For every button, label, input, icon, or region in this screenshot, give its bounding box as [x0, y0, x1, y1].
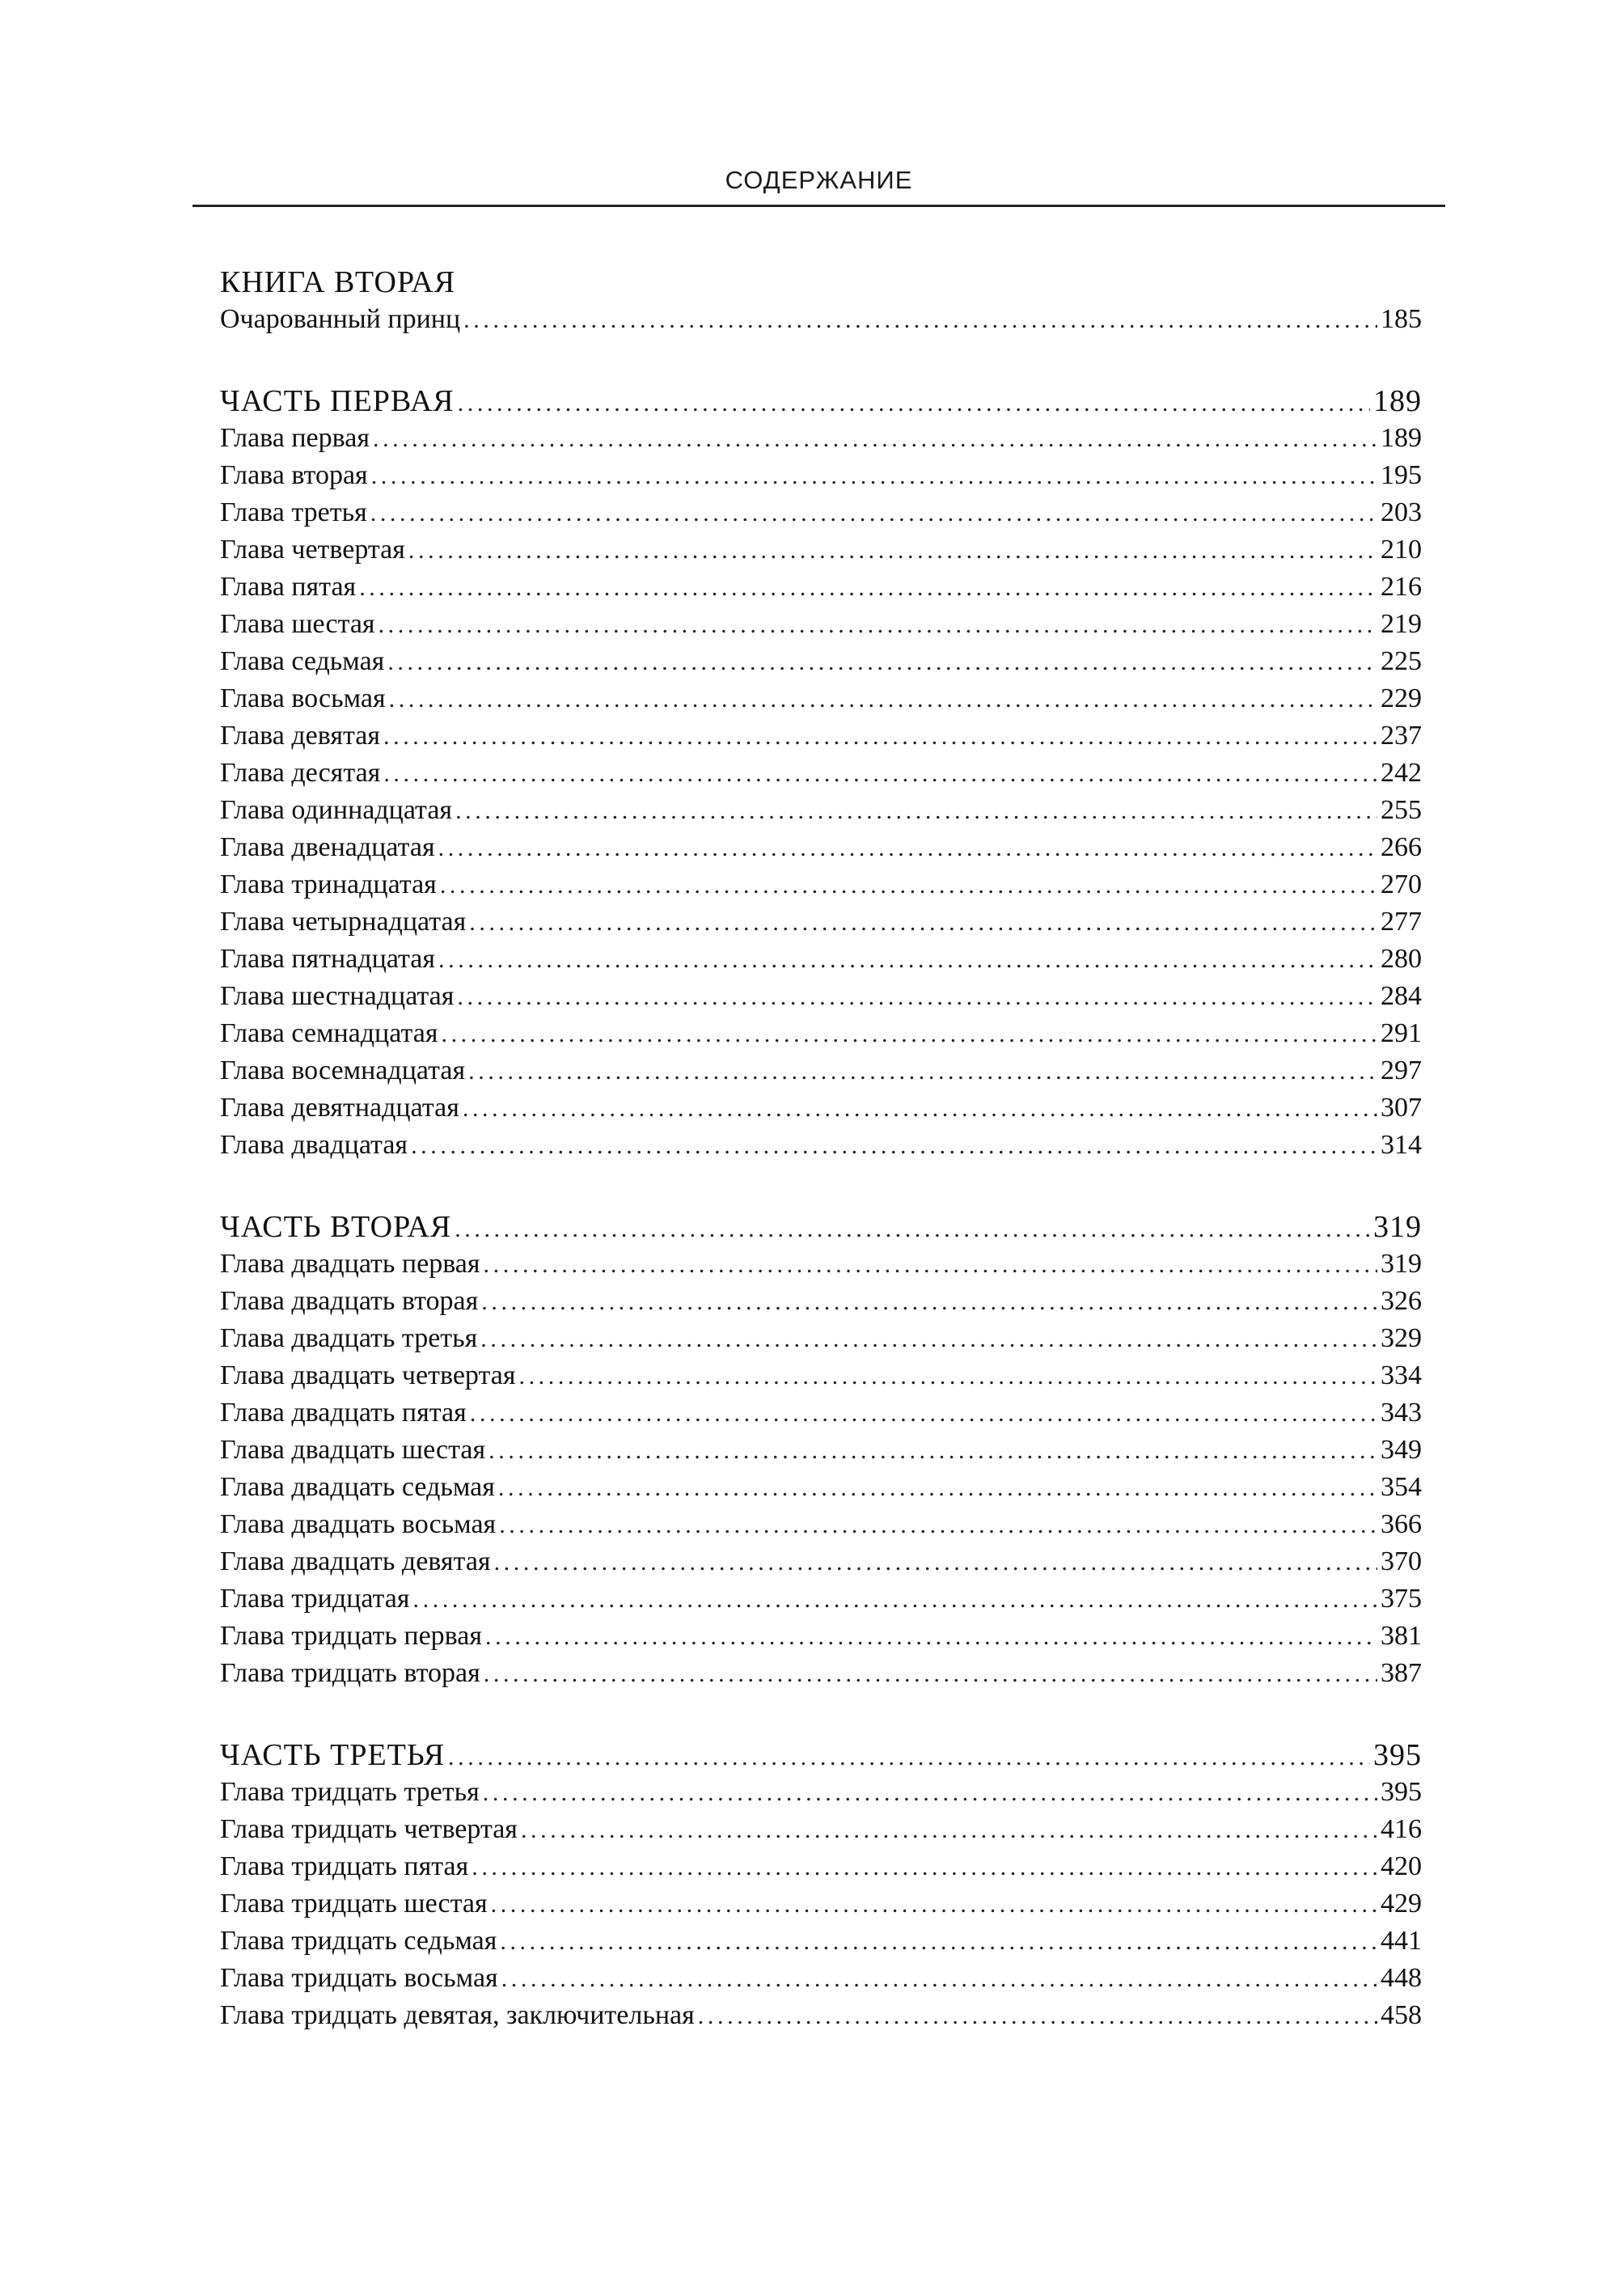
chapter-entry[interactable]: [220, 1923, 1422, 1960]
dot-leader: [408, 532, 1377, 569]
chapter-entry-title: Глава семнадцатая: [220, 1018, 438, 1048]
chapter-entry[interactable]: [220, 1848, 1422, 1885]
chapter-entry-title: Глава первая: [220, 423, 370, 453]
chapter-entry[interactable]: [220, 531, 1422, 569]
chapter-entry[interactable]: [220, 903, 1422, 941]
dot-leader: [448, 1739, 1370, 1774]
chapter-entry-page: 297: [1381, 1056, 1422, 1085]
chapter-entry-page: 343: [1381, 1398, 1422, 1428]
chapter-entry[interactable]: [220, 1127, 1422, 1164]
chapter-entry[interactable]: [220, 1811, 1422, 1848]
chapter-entry[interactable]: [220, 1469, 1422, 1506]
chapter-entry-title: Глава тридцать шестая: [220, 1889, 488, 1919]
chapter-entry-title: Глава шестнадцатая: [220, 981, 455, 1011]
chapter-entry-page: 458: [1381, 2000, 1422, 2030]
chapter-entry[interactable]: [220, 420, 1422, 457]
chapter-entry-page: 225: [1381, 646, 1422, 676]
toc-entry-title: Очарованный принц: [220, 304, 461, 334]
chapter-entry[interactable]: [220, 1052, 1422, 1089]
dot-leader: [440, 867, 1377, 903]
chapter-entry-page: 210: [1381, 535, 1422, 565]
chapter-entry[interactable]: [220, 457, 1422, 494]
dot-leader: [383, 718, 1377, 755]
dot-leader: [455, 1211, 1370, 1246]
dot-leader: [480, 1321, 1377, 1357]
chapter-entry[interactable]: [220, 1655, 1422, 1692]
chapter-entry-title: Глава тридцать девятая, заключительная: [220, 2000, 695, 2030]
dot-leader: [387, 644, 1377, 680]
chapter-entry[interactable]: [220, 1283, 1422, 1320]
chapter-entry-page: 216: [1381, 572, 1422, 602]
chapter-entry-page: 370: [1381, 1546, 1422, 1576]
chapter-entry[interactable]: [220, 866, 1422, 903]
chapter-entry-page: 326: [1381, 1286, 1422, 1316]
chapter-entry[interactable]: [220, 1320, 1422, 1357]
dot-leader: [463, 302, 1377, 338]
chapter-entry[interactable]: [220, 1774, 1422, 1811]
part-heading-title: ЧАСТЬ ВТОРАЯ: [220, 1210, 452, 1244]
part-heading[interactable]: [220, 383, 1422, 420]
dot-leader: [438, 830, 1377, 866]
chapter-entry-page: 319: [1381, 1249, 1422, 1279]
chapter-entry-page: 277: [1381, 907, 1422, 937]
chapter-entry-title: Глава тридцать третья: [220, 1777, 480, 1807]
chapter-entry-title: Глава тридцать четвертая: [220, 1814, 518, 1844]
chapter-entry-page: 266: [1381, 832, 1422, 862]
chapter-entry-title: Глава третья: [220, 497, 367, 527]
chapter-entry-page: 229: [1381, 683, 1422, 713]
dot-leader: [359, 569, 1377, 606]
dot-leader: [441, 1016, 1377, 1052]
chapter-entry[interactable]: [220, 978, 1422, 1015]
dot-leader: [488, 1432, 1377, 1469]
chapter-entry-title: Глава двадцать восьмая: [220, 1509, 497, 1539]
chapter-entry-title: Глава двадцать первая: [220, 1249, 480, 1279]
dot-leader: [468, 1053, 1377, 1089]
chapter-entry-page: 329: [1381, 1323, 1422, 1353]
chapter-entry[interactable]: [220, 792, 1422, 829]
chapter-entry-page: 284: [1381, 981, 1422, 1011]
part-heading-page: 189: [1373, 384, 1422, 418]
chapter-entry-title: Глава двенадцатая: [220, 832, 435, 862]
chapter-entry[interactable]: [220, 1580, 1422, 1618]
chapter-entry[interactable]: [220, 569, 1422, 606]
chapter-entry[interactable]: [220, 1394, 1422, 1432]
dot-leader: [472, 1849, 1377, 1885]
dot-leader: [483, 1775, 1377, 1811]
chapter-entry-title: Глава четвертая: [220, 535, 405, 565]
section-gap: [220, 1692, 1422, 1737]
dot-leader: [458, 385, 1370, 420]
dot-leader: [494, 1544, 1377, 1580]
book-heading-text: КНИГА ВТОРАЯ: [220, 265, 456, 299]
chapter-entry[interactable]: [220, 1885, 1422, 1923]
dot-leader: [373, 421, 1377, 457]
chapter-entry-title: Глава тридцать седьмая: [220, 1926, 497, 1956]
chapter-entry-title: Глава пятая: [220, 572, 357, 602]
chapter-entry-page: 242: [1381, 758, 1422, 788]
chapter-entry-title: Глава четырнадцатая: [220, 907, 467, 937]
chapter-entry[interactable]: [220, 606, 1422, 643]
chapter-entry-title: Глава двадцать пятая: [220, 1398, 467, 1428]
chapter-entry-title: Глава восьмая: [220, 683, 386, 713]
chapter-entry[interactable]: [220, 680, 1422, 717]
chapter-entry[interactable]: [220, 1246, 1422, 1283]
part-heading[interactable]: [220, 1737, 1422, 1774]
dot-leader: [521, 1812, 1377, 1848]
chapter-entry[interactable]: [220, 717, 1422, 755]
part-heading-page: 395: [1373, 1738, 1422, 1772]
chapter-entry-title: Глава девятнадцатая: [220, 1093, 459, 1123]
dot-leader: [438, 941, 1377, 978]
chapter-entry-title: Глава десятая: [220, 758, 381, 788]
chapter-entry-title: Глава двадцатая: [220, 1130, 408, 1160]
table-of-contents: [220, 264, 1422, 2034]
chapter-entry-title: Глава двадцать шестая: [220, 1435, 486, 1465]
dot-leader: [499, 1507, 1377, 1543]
chapter-entry-title: Глава тридцать пятая: [220, 1851, 469, 1881]
chapter-entry-page: 270: [1381, 869, 1422, 899]
chapter-entry-title: Глава пятнадцатая: [220, 944, 436, 974]
dot-leader: [484, 1656, 1377, 1692]
chapter-entry-page: 381: [1381, 1621, 1422, 1651]
dot-leader: [485, 1618, 1377, 1655]
chapter-entry-title: Глава двадцать седьмая: [220, 1472, 495, 1502]
chapter-entry-page: 203: [1381, 497, 1422, 527]
chapter-entry[interactable]: [220, 941, 1422, 978]
dot-leader: [481, 1284, 1377, 1320]
chapter-entry[interactable]: [220, 1432, 1422, 1469]
dot-leader: [413, 1581, 1377, 1618]
part-heading-title: ЧАСТЬ ПЕРВАЯ: [220, 384, 455, 418]
chapter-entry-page: 219: [1381, 609, 1422, 639]
chapter-entry-page: 291: [1381, 1018, 1422, 1048]
chapter-entry-title: Глава двадцать третья: [220, 1323, 478, 1353]
chapter-entry-page: 334: [1381, 1360, 1422, 1390]
header-rule: [192, 205, 1445, 207]
chapter-entry-title: Глава одиннадцатая: [220, 795, 453, 825]
chapter-entry-page: 195: [1381, 460, 1422, 490]
chapter-entry-page: 366: [1381, 1509, 1422, 1539]
chapter-entry-title: Глава двадцать девятая: [220, 1546, 491, 1576]
toc-entry[interactable]: [220, 301, 1422, 338]
section-gap: [220, 338, 1422, 383]
chapter-entry[interactable]: [220, 829, 1422, 866]
chapter-entry-page: 420: [1381, 1851, 1422, 1881]
chapter-entry-page: 314: [1381, 1130, 1422, 1160]
chapter-entry-title: Глава тридцать восьмая: [220, 1963, 498, 1993]
part-heading-page: 319: [1373, 1210, 1422, 1244]
part-heading[interactable]: [220, 1208, 1422, 1246]
chapter-entry[interactable]: [220, 1015, 1422, 1052]
part-heading-title: ЧАСТЬ ТРЕТЬЯ: [220, 1738, 446, 1772]
chapter-entry-title: Глава шестая: [220, 609, 375, 639]
chapter-entry[interactable]: [220, 1506, 1422, 1543]
chapter-entry-page: 395: [1381, 1777, 1422, 1807]
chapter-entry-page: 354: [1381, 1472, 1422, 1502]
chapter-entry-page: 255: [1381, 795, 1422, 825]
section-gap: [220, 1164, 1422, 1208]
chapter-entry-title: Глава двадцать четвертая: [220, 1360, 516, 1390]
chapter-entry[interactable]: [220, 1997, 1422, 2034]
chapter-entry-page: 307: [1381, 1093, 1422, 1123]
dot-leader: [518, 1358, 1377, 1394]
chapter-entry[interactable]: [220, 1960, 1422, 1997]
chapter-entry-title: Глава тринадцатая: [220, 869, 437, 899]
chapter-entry[interactable]: [220, 1543, 1422, 1580]
dot-leader: [484, 1246, 1377, 1283]
dot-leader: [463, 1090, 1377, 1127]
chapter-entry-title: Глава тридцатая: [220, 1584, 410, 1614]
chapter-entry-page: 441: [1381, 1926, 1422, 1956]
running-head: СОДЕРЖАНИЕ: [725, 166, 913, 194]
dot-leader: [469, 904, 1377, 941]
chapter-entry-title: Глава тридцать первая: [220, 1621, 483, 1651]
dot-leader: [455, 793, 1377, 829]
parts-list: [220, 338, 1422, 2034]
chapter-entry-title: Глава тридцать вторая: [220, 1658, 480, 1688]
chapter-entry-title: Глава седьмая: [220, 646, 385, 676]
dot-leader: [383, 755, 1377, 792]
chapter-entry-page: 387: [1381, 1658, 1422, 1688]
chapter-entry-title: Глава восемнадцатая: [220, 1056, 466, 1085]
chapter-entry[interactable]: [220, 494, 1422, 531]
chapter-entry-page: 280: [1381, 944, 1422, 974]
chapter-entry-title: Глава вторая: [220, 460, 368, 490]
chapter-entry-title: Глава девятая: [220, 721, 380, 751]
book-heading: [220, 264, 1422, 301]
dot-leader: [389, 681, 1377, 717]
dot-leader: [379, 607, 1377, 643]
chapter-entry[interactable]: [220, 1089, 1422, 1127]
chapter-entry[interactable]: [220, 755, 1422, 792]
chapter-entry-page: 448: [1381, 1963, 1422, 1993]
chapter-entry[interactable]: [220, 1357, 1422, 1394]
chapter-entry-page: 189: [1381, 423, 1422, 453]
dot-leader: [698, 1998, 1377, 2034]
dot-leader: [500, 1923, 1377, 1960]
chapter-entry-page: 416: [1381, 1814, 1422, 1844]
dot-leader: [457, 979, 1377, 1015]
chapter-entry-page: 349: [1381, 1435, 1422, 1465]
dot-leader: [498, 1470, 1377, 1506]
chapter-entry[interactable]: [220, 643, 1422, 680]
dot-leader: [491, 1886, 1377, 1923]
dot-leader: [470, 1395, 1377, 1432]
chapter-entry[interactable]: [220, 1618, 1422, 1655]
chapter-entry-page: 429: [1381, 1889, 1422, 1919]
toc-entry-page: 185: [1381, 304, 1422, 334]
dot-leader: [370, 495, 1377, 531]
chapter-entry-title: Глава двадцать вторая: [220, 1286, 479, 1316]
chapter-entry-page: 237: [1381, 721, 1422, 751]
dot-leader: [501, 1961, 1377, 1997]
chapter-entry-page: 375: [1381, 1584, 1422, 1614]
dot-leader: [371, 458, 1377, 494]
dot-leader: [411, 1127, 1377, 1164]
